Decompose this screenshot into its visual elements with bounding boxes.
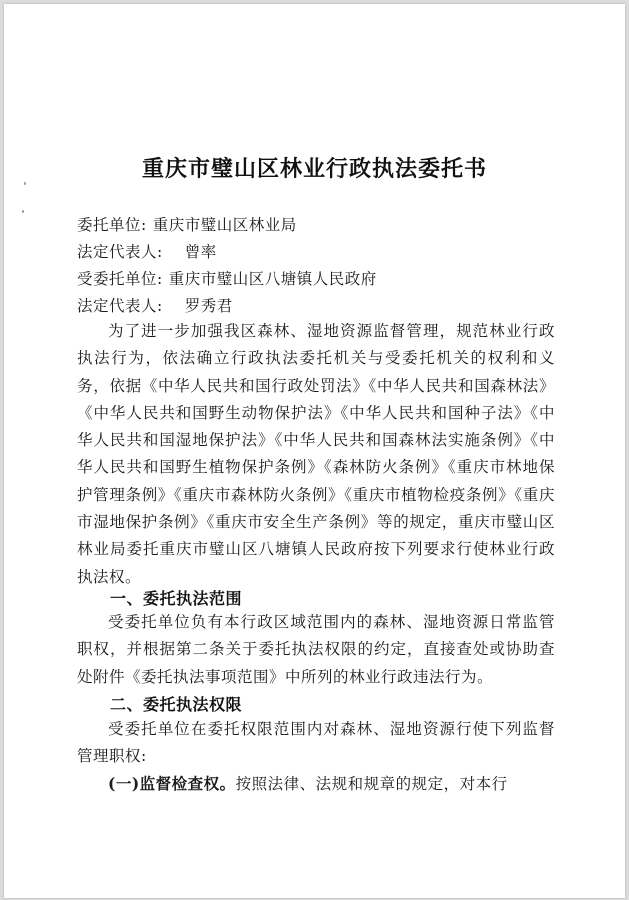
section-authority-paragraph: 受委托单位在委托权限范围内对森林、湿地资源行使下列监督管理职权: (77, 720, 555, 766)
intro-paragraph: 为了进一步加强我区森林、湿地资源监督管理，规范林业行政执法行为，依法确立行政执法委托机关与受委托机关的权利和义务，依据《中华人民共和国行政处罚法》《中华人民共和国森林法》《中华人民共和国野生动物保护法》《中华人民共和国种子法》《中华人民共和国湿地保护法》《中华人民共和国森林法实施条例》《中华人民共和国野生植物保护条例》《森林防火条例》《重庆市林地保护管理条例》《重庆市森林防火条例》《重庆市植物检疫条例》《重庆市湿地保护条例》《重庆市安全生产条例》等的规定，重庆市璧山区林业局委托重庆市璧山区八塘镇人民政府按下列要求行使林业行政执法权。 (77, 322, 555, 586)
meta-line (77, 240, 217, 262)
meta-value: 重庆市璧山区林业局 (152, 216, 297, 234)
section-scope-paragraph: 受委托单位负有本行政区域范围内的森林、湿地资源日常监管职权，并根据第二条关于委托执法权限的约定，直接查处或协助查处附件《委托执法事项范围》中所列的林业行政违法行为。 (77, 613, 555, 686)
scan-mark (22, 210, 24, 213)
meta-value: 罗秀君 (184, 297, 233, 315)
document-page (4, 4, 625, 898)
document-title: 重庆市璧山区林业行政执法委托书 (141, 156, 487, 182)
section-heading-authority: 二、委托执法权限 (110, 695, 243, 714)
meta-label: 法定代表人: (77, 243, 163, 261)
meta-value: 重庆市璧山区八塘镇人民政府 (168, 270, 377, 288)
item-text: 按照法律、法规和规章的规定，对本行 (235, 775, 508, 793)
meta-line (77, 267, 377, 289)
meta-label: 受委托单位: (77, 270, 163, 288)
meta-label: 法定代表人: (77, 297, 163, 315)
meta-line (77, 294, 233, 316)
section-heading-scope: 一、委托执法范围 (110, 589, 243, 608)
item-supervision-paragraph (77, 770, 555, 798)
item-label: (一)监督检查权。 (108, 774, 236, 793)
meta-label: 委托单位: (77, 216, 147, 234)
meta-line (77, 213, 297, 235)
meta-value: 曾率 (184, 243, 217, 261)
